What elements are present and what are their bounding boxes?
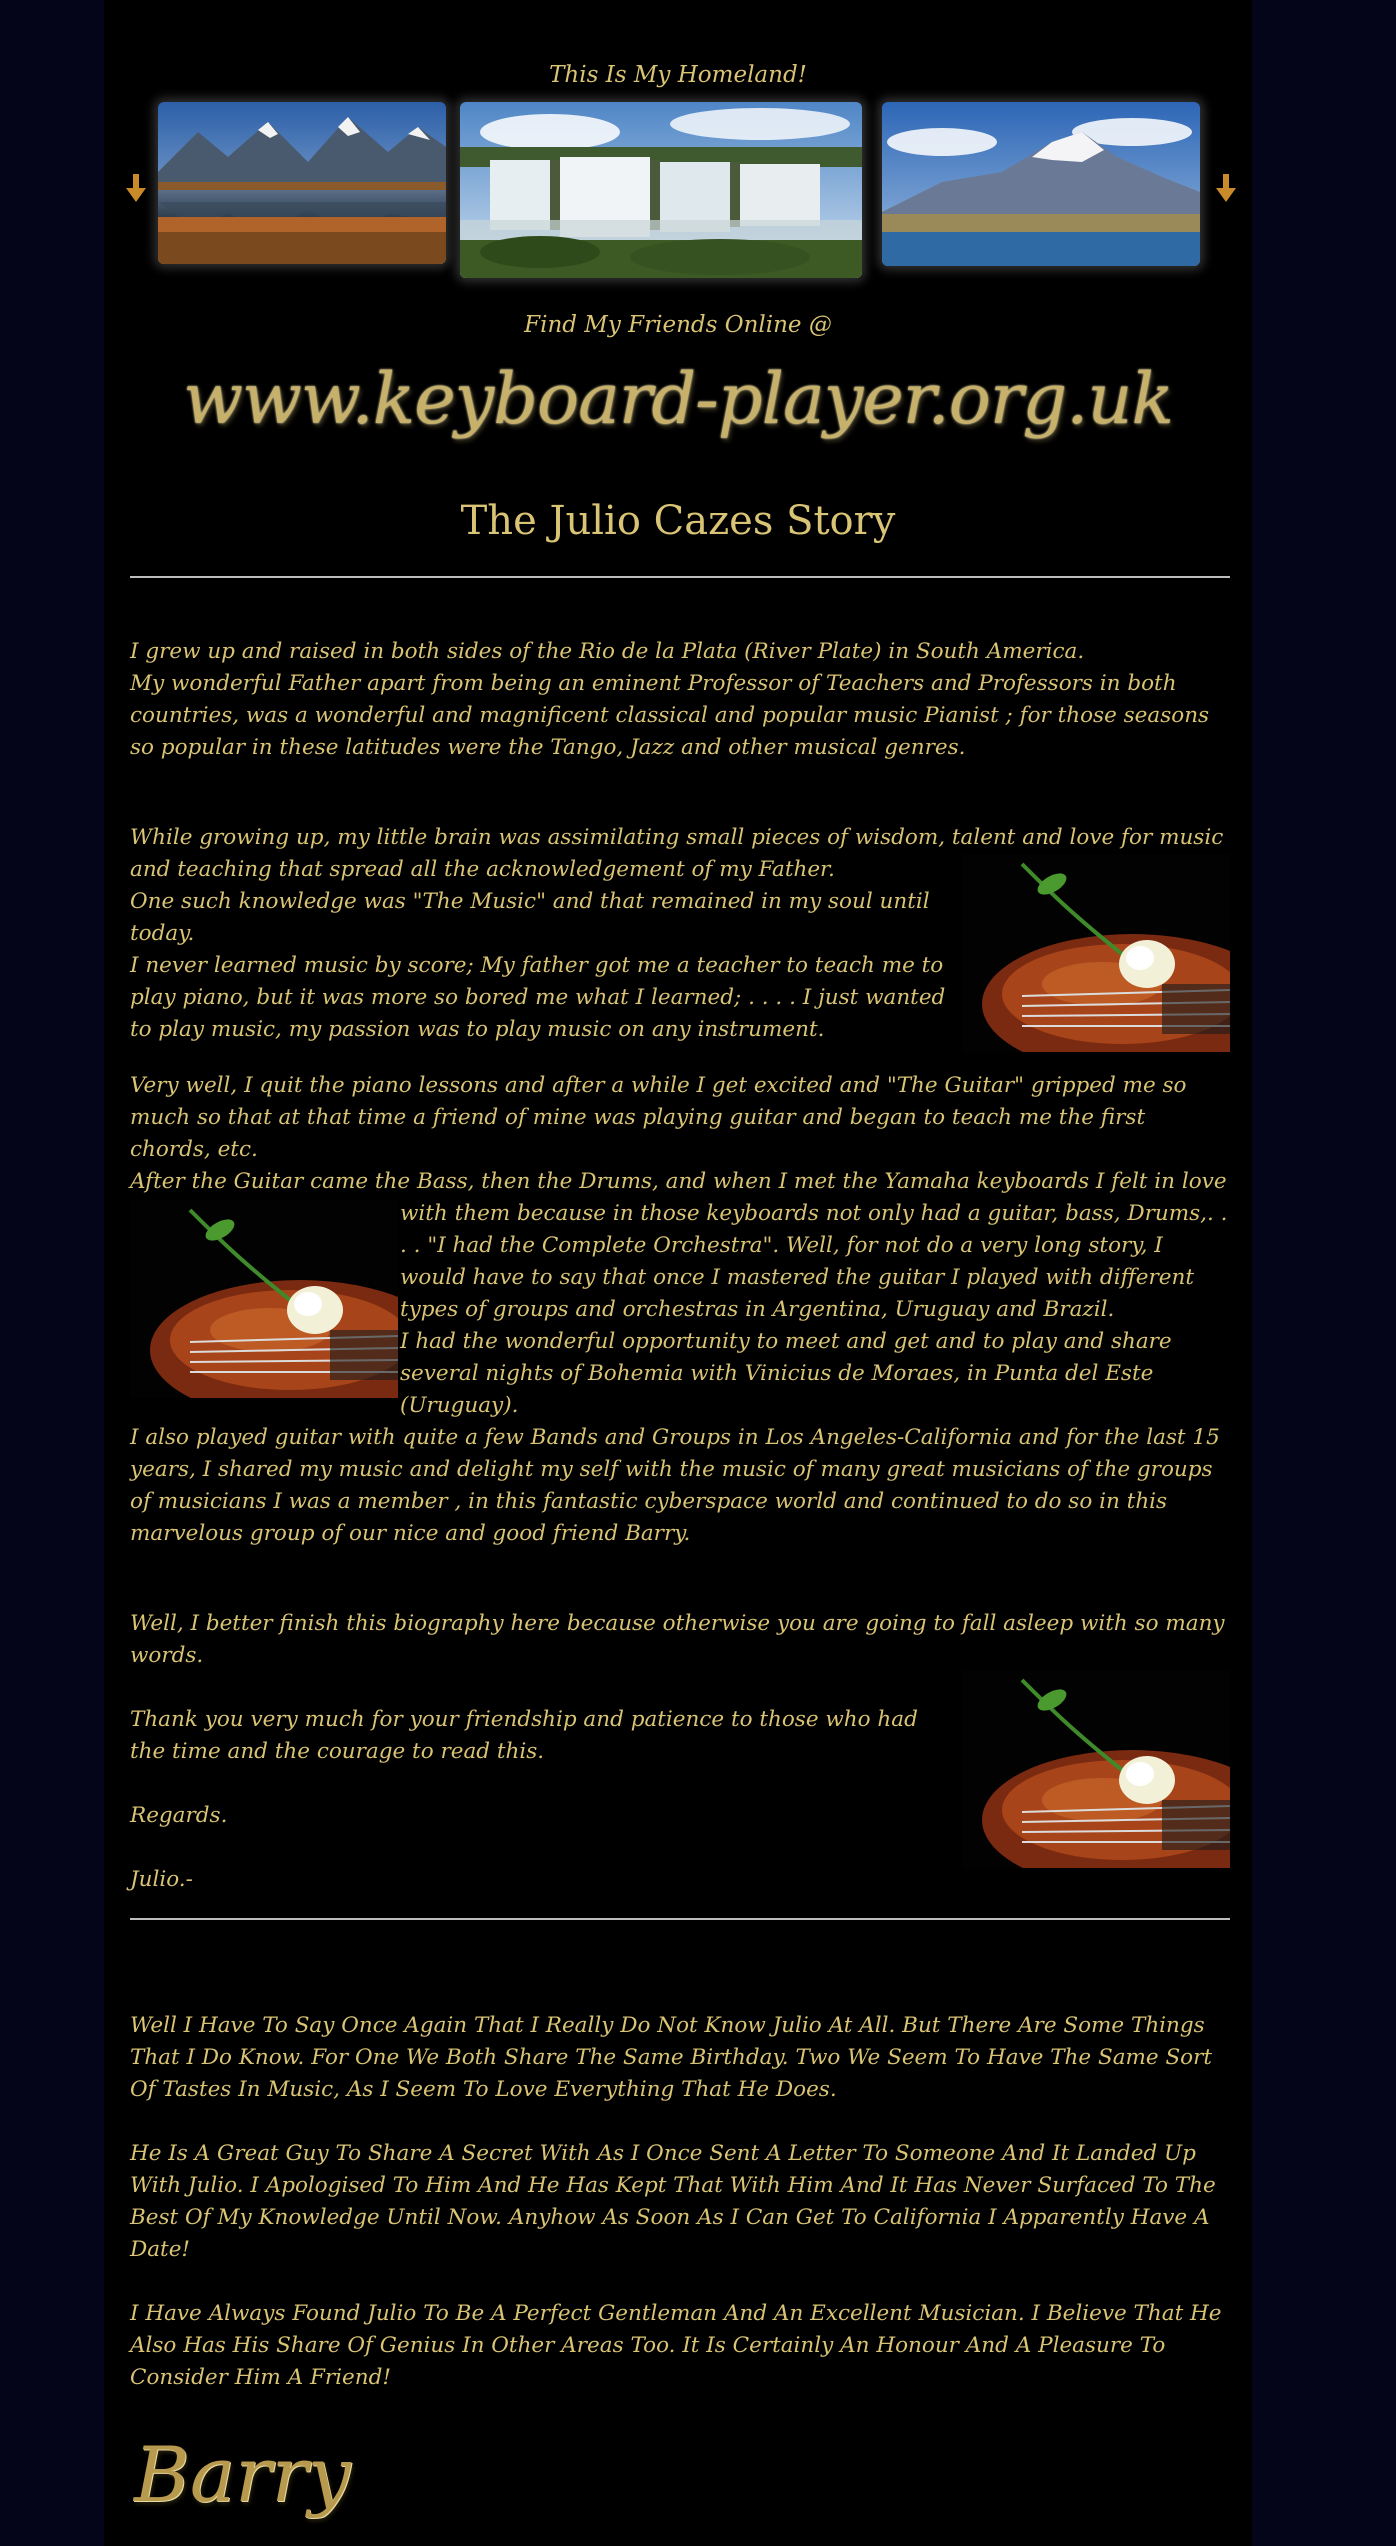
find-friends-caption: Find My Friends Online @	[524, 312, 832, 338]
homeland-caption: This Is My Homeland!	[549, 62, 807, 88]
story-title: The Julio Cazes Story	[460, 498, 896, 544]
story-paragraph-7: Thank you very much for your friendship and patience to those who had the time and the courage to read this.	[130, 1707, 918, 1764]
tribute-paragraph-2: He Is A Great Guy To Share A Secret With As I Once Sent A Letter To Someone And It Landed Up With Julio. I Apologised To Him And He Has Kept That With Him And It Has Never Surfaced To The Best Of My Knowledge Until Now. Anyhow As Soon As I Can Get To California I Apparently Have A Date!	[130, 2141, 1216, 2262]
violin-rose-image	[130, 1200, 398, 1398]
story-paragraph-1: I grew up and raised in both sides of the Rio de la Plata (River Plate) in South America. My wonderful Father apart from being an eminent Professor of Teachers and Professors in both countries, was a wonderful and magnificent classical and popular music Pianist ; for those seasons so popular in these latitudes were the Tango, Jazz and other musical genres.	[130, 639, 1210, 760]
snowy-mountains-photo	[882, 102, 1200, 266]
regards-text: Regards.	[130, 1803, 228, 1828]
story-paragraph-4: with them because in those keyboards not only had a guitar, bass, Drums,. . . . "I had the Complete Orchestra". Well, for not do a very long story, I would have to say that once I mastered the guitar I played with different types of groups and orchestras in Argentina, Uruguay and Brazil. I had the wonderful opportunity to meet and get and to play and share several nights of Bohemia with Vinicius de Moraes, in Punta del Este (Uruguay).	[400, 1201, 1228, 1418]
story-paragraph-2-lead: While growing up, my little brain was assimilating small pieces of wisdom, talent and love for music and teaching that spread all the acknowledgement of my Father.	[130, 825, 1224, 882]
previous-arrow-icon[interactable]	[124, 172, 148, 204]
barry-signature: Barry	[134, 2430, 351, 2519]
waterfall-photo	[460, 102, 862, 278]
divider-bottom	[130, 1918, 1230, 1920]
julio-sign-off: Julio.-	[130, 1867, 193, 1892]
story-paragraph-6: Well, I better finish this biography here because otherwise you are going to fall asleep with so many words.	[130, 1611, 1225, 1668]
violin-rose-image	[962, 1670, 1230, 1868]
tribute-paragraph-1: Well I Have To Say Once Again That I Really Do Not Know Julio At All. But There Are Some Things That I Do Know. For One We Both Share The Same Birthday. Two We Seem To Have The Same Sort Of Tastes In Music, As I Seem To Love Everything That He Does.	[130, 2013, 1213, 2102]
story-paragraph-4-lead: After the Guitar came the Bass, then the Drums, and when I met the Yamaha keyboards I felt in love	[130, 1169, 1227, 1194]
mountain-lake-photo	[158, 102, 446, 264]
story-paragraph-3: Very well, I quit the piano lessons and after a while I get excited and "The Guitar" gripped me so much so that at that time a friend of mine was playing guitar and began to teach me the first chords, etc.	[130, 1073, 1187, 1162]
next-arrow-icon[interactable]	[1214, 172, 1238, 204]
divider-top	[130, 576, 1230, 578]
violin-rose-image	[962, 854, 1230, 1052]
story-paragraph-5: I also played guitar with quite a few Bands and Groups in Los Angeles-California and for the last 15 years, I shared my music and delight my self with the music of many great musicians of the groups of musicians I was a member , in this fantastic cyberspace world and continued to do so in this marvelous group of our nice and good friend Barry.	[130, 1425, 1220, 1546]
story-paragraph-2: One such knowledge was "The Music" and that remained in my soul until today. I never learned music by score; My father got me a teacher to teach me to play piano, but it was more so bored me what I learned; . . . . I just wanted to play music, my passion was to play music on any instrument.	[130, 889, 946, 1042]
site-url-logo[interactable]: www.keyboard-player.org.uk	[183, 358, 1173, 440]
page-container	[104, 0, 1252, 2546]
tribute-paragraph-3: I Have Always Found Julio To Be A Perfect Gentleman And An Excellent Musician. I Believe That He Also Has His Share Of Genius In Other Areas Too. It Is Certainly An Honour And A Pleasure To Consider Him A Friend!	[130, 2301, 1222, 2390]
